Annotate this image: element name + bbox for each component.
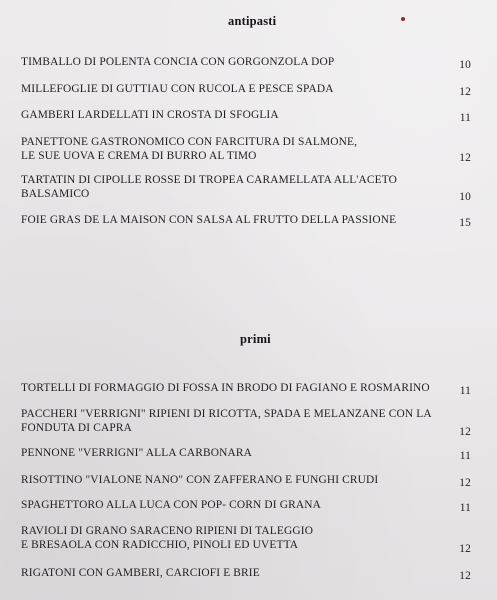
- item-price: 15: [459, 217, 471, 229]
- section-title-antipasti: antipasti: [228, 14, 277, 28]
- item-name-line: SPAGHETTORO ALLA LUCA CON POP- CORN DI GRANA: [21, 499, 321, 511]
- item-price: 12: [459, 426, 471, 438]
- item-name-line: MILLEFOGLIE DI GUTTIAU CON RUCOLA E PESCE SPADA: [21, 83, 334, 95]
- menu-item: [21, 446, 471, 460]
- item-name-line: LE SUE UOVA E CREMA DI BURRO AL TIMO: [21, 150, 257, 162]
- item-name-line: TARTATIN DI CIPOLLE ROSSE DI TROPEA CARAMELLATA ALL'ACETO: [21, 174, 398, 186]
- item-price: 12: [459, 570, 471, 582]
- item-name-line: E BRESAOLA CON RADICCHIO, PINOLI ED UVETTA: [21, 539, 299, 551]
- menu-item: [21, 407, 471, 438]
- item-price: 12: [459, 543, 471, 555]
- item-price: 12: [459, 477, 471, 489]
- item-name-line: GAMBERI LARDELLATI IN CROSTA DI SFOGLIA: [21, 109, 279, 121]
- menu-item: [21, 498, 471, 512]
- item-price: 10: [459, 191, 471, 203]
- menu-item: [21, 82, 471, 96]
- menu-item: [21, 566, 471, 580]
- item-name-line: TIMBALLO DI POLENTA CONCIA CON GORGONZOLA DOP: [21, 56, 335, 68]
- menu-item: [21, 473, 471, 487]
- item-name-line: PACCHERI "VERRIGNI" RIPIENI DI RICOTTA, SPADA E MELANZANE CON LA: [21, 408, 432, 420]
- menu-item: [21, 108, 471, 122]
- item-price: 10: [459, 59, 471, 71]
- item-name-line: RISOTTINO "VIALONE NANO" CON ZAFFERANO E FUNGHI CRUDI: [21, 474, 379, 486]
- item-price: 12: [459, 86, 471, 98]
- section-title-primi: primi: [240, 332, 271, 346]
- item-price: 12: [459, 152, 471, 164]
- item-price: 11: [459, 450, 471, 462]
- menu-item: [21, 135, 471, 163]
- menu-item: [21, 55, 471, 69]
- item-price: 11: [459, 502, 471, 514]
- item-name-line: FOIE GRAS DE LA MAISON CON SALSA AL FRUTTO DELLA PASSIONE: [21, 214, 397, 226]
- item-name-line: FONDUTA DI CAPRA: [21, 422, 132, 434]
- menu-item: [21, 173, 471, 201]
- menu-item: [21, 213, 471, 227]
- decorative-dot: [401, 17, 405, 21]
- menu-item: [21, 524, 471, 555]
- item-price: 11: [459, 385, 471, 397]
- item-name-line: RAVIOLI DI GRANO SARACENO RIPIENI DI TALEGGIO: [21, 525, 314, 537]
- menu-item: [21, 381, 471, 395]
- item-price: 11: [459, 112, 471, 124]
- item-name-line: PENNONE "VERRIGNI" ALLA CARBONARA: [21, 447, 252, 459]
- item-name-line: PANETTONE GASTRONOMICO CON FARCITURA DI SALMONE,: [21, 136, 358, 148]
- item-name-line: BALSAMICO: [21, 188, 90, 200]
- item-name-line: RIGATONI CON GAMBERI, CARCIOFI E BRIE: [21, 567, 260, 579]
- item-name-line: TORTELLI DI FORMAGGIO DI FOSSA IN BRODO DI FAGIANO E ROSMARINO: [21, 382, 430, 394]
